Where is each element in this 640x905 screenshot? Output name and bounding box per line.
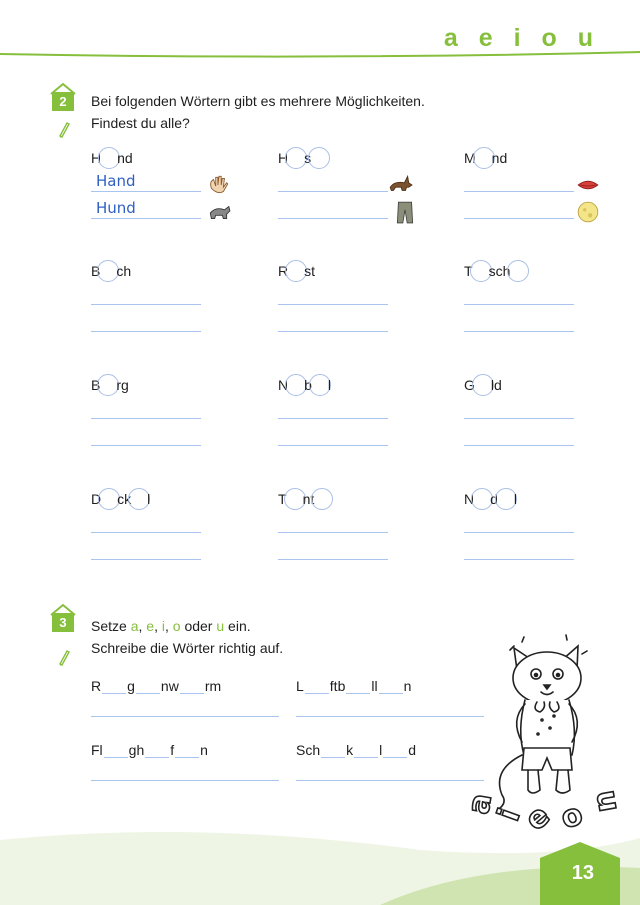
separator: ,: [164, 618, 173, 634]
answer-line[interactable]: [91, 716, 279, 717]
answer-line[interactable]: [91, 418, 201, 419]
word-fragment: k: [346, 742, 354, 758]
word-fragment: gh: [128, 742, 145, 758]
word-fragment: nt: [302, 491, 315, 507]
mascot-letter-i: i: [491, 804, 528, 826]
word-fragment: d: [490, 491, 498, 507]
dog-icon: [207, 200, 231, 224]
answer-line[interactable]: [464, 418, 574, 419]
vowel-gap[interactable]: [104, 743, 128, 758]
exercise-badge-3: [50, 603, 76, 633]
word-fragment: n: [200, 742, 208, 758]
answer-line[interactable]: [91, 191, 201, 192]
vowel-gap[interactable]: [145, 743, 169, 758]
answer-line[interactable]: [278, 559, 388, 560]
word-fragment: nw: [160, 678, 179, 694]
instruction-line: Findest du alle?: [91, 115, 190, 131]
gap-word: [296, 674, 411, 694]
word-fragment: rg: [116, 377, 129, 393]
word-fragment: sch: [488, 263, 511, 279]
word-fragment: T: [464, 263, 473, 279]
word-fragment: N: [464, 491, 475, 507]
answer-line[interactable]: [91, 445, 201, 446]
fill-word: [278, 258, 315, 284]
word-fragment: nd: [117, 150, 133, 166]
vowel-e: e: [146, 618, 155, 634]
answer-line[interactable]: [464, 559, 574, 560]
word-fragment: d: [408, 742, 417, 758]
exercise-number: 3: [59, 615, 67, 630]
answer-line[interactable]: [91, 218, 201, 219]
header-wave-line: [0, 0, 640, 70]
word-fragment: L: [296, 678, 304, 694]
page-title: a e i o u: [443, 24, 600, 52]
answer-line[interactable]: [91, 304, 201, 305]
mouth-icon: [576, 173, 600, 197]
hare-icon: [388, 173, 412, 197]
answer-line[interactable]: [278, 304, 388, 305]
gap-word: [296, 738, 416, 758]
answer-text: Hand: [96, 172, 136, 190]
answer-line[interactable]: [464, 532, 574, 533]
word-fragment: G: [464, 377, 475, 393]
separator: ,: [138, 618, 147, 634]
fill-word: [278, 145, 327, 171]
word-fragment: B: [91, 377, 101, 393]
vowel-gap[interactable]: [379, 679, 403, 694]
vowel-u: u: [216, 618, 225, 634]
fill-word: [464, 486, 517, 512]
answer-line[interactable]: [278, 532, 388, 533]
vowel-gap[interactable]: [136, 679, 160, 694]
fill-word: [278, 486, 330, 512]
answer-line[interactable]: [464, 191, 574, 192]
exercise2-instruction: [91, 90, 425, 134]
answer-line[interactable]: [296, 716, 484, 717]
answer-line[interactable]: [296, 780, 484, 781]
answer-line[interactable]: [278, 418, 388, 419]
moon-icon: [576, 200, 600, 224]
vowel-circle[interactable]: [308, 147, 330, 169]
fill-word: [91, 258, 131, 284]
exercise-number: 2: [59, 94, 67, 109]
vowel-gap[interactable]: [102, 679, 126, 694]
vowel-gap[interactable]: [383, 743, 407, 758]
instruction-line: [91, 615, 283, 637]
word-fragment: s: [304, 150, 312, 166]
word-fragment: st: [304, 263, 316, 279]
mascot-letter-a: a: [461, 790, 500, 817]
answer-line[interactable]: [464, 331, 574, 332]
answer-line[interactable]: [91, 559, 201, 560]
pencil-icon: [57, 120, 71, 138]
word-fragment: ll: [371, 678, 378, 694]
trousers-icon: [393, 200, 417, 224]
page-number: 13: [571, 862, 594, 884]
mascot-letter-o: o: [556, 796, 588, 837]
exercise-badge-2: [50, 82, 76, 112]
vowel-gap[interactable]: [305, 679, 329, 694]
hand-icon: [207, 173, 231, 197]
vowel-gap[interactable]: [175, 743, 199, 758]
fill-word: [91, 145, 133, 171]
vowel-circle[interactable]: [311, 488, 333, 510]
vowel-o: o: [172, 618, 181, 634]
word-fragment: b: [304, 377, 312, 393]
mascot-letter-e: e: [518, 798, 557, 838]
word-fragment: N: [278, 377, 289, 393]
answer-line[interactable]: [464, 218, 574, 219]
word-fragment: n: [403, 678, 412, 694]
exercise3-instruction: [91, 615, 283, 659]
answer-line[interactable]: [278, 218, 388, 219]
word-fragment: l: [327, 377, 332, 393]
word-fragment: rm: [204, 678, 222, 694]
cat-mascot-illustration: [461, 630, 627, 840]
instruction-text: Setze: [91, 618, 131, 634]
fill-word: [464, 258, 526, 284]
instruction-line: Bei folgenden Wörtern gibt es mehrere Möglichkeiten.: [91, 93, 425, 109]
word-fragment: H: [91, 150, 102, 166]
answer-line[interactable]: [464, 445, 574, 446]
vowel-gap[interactable]: [321, 743, 345, 758]
pencil-icon: [57, 648, 71, 666]
answer-line[interactable]: [278, 331, 388, 332]
instruction-text: oder: [180, 618, 217, 634]
word-fragment: Sch: [296, 742, 321, 758]
answer-line[interactable]: [91, 780, 279, 781]
word-fragment: M: [464, 150, 476, 166]
fill-word: [278, 372, 331, 398]
gap-word: [91, 738, 208, 758]
word-fragment: l: [379, 742, 383, 758]
word-fragment: R: [91, 678, 102, 694]
fill-word: [91, 486, 150, 512]
answer-line[interactable]: [278, 191, 388, 192]
vowel-gap[interactable]: [180, 679, 204, 694]
word-fragment: f: [170, 742, 175, 758]
footer-hills: [0, 820, 640, 905]
answer-line[interactable]: [91, 331, 201, 332]
vowel-gap[interactable]: [346, 679, 370, 694]
answer-line[interactable]: [464, 304, 574, 305]
separator: ,: [154, 618, 162, 634]
word-fragment: l: [513, 491, 518, 507]
word-fragment: H: [278, 150, 289, 166]
word-fragment: l: [147, 491, 151, 507]
word-fragment: ck: [117, 491, 132, 507]
word-fragment: Fl: [91, 742, 103, 758]
vowel-circle[interactable]: [507, 260, 529, 282]
word-fragment: g: [127, 678, 135, 694]
gap-word: [91, 674, 221, 694]
fill-word: [464, 145, 507, 171]
answer-text: Hund: [96, 199, 136, 217]
word-fragment: R: [278, 263, 289, 279]
vowel-i: i: [161, 618, 165, 634]
word-fragment: D: [91, 491, 102, 507]
vowel-gap[interactable]: [354, 743, 378, 758]
word-fragment: ftb: [329, 678, 346, 694]
answer-line[interactable]: [91, 532, 201, 533]
word-fragment: ld: [490, 377, 502, 393]
instruction-text: ein.: [224, 618, 251, 634]
fill-word: [464, 372, 502, 398]
fill-word: [91, 372, 129, 398]
answer-line[interactable]: [278, 445, 388, 446]
mascot-letter-u: u: [588, 787, 627, 815]
vowel-a: a: [130, 618, 139, 634]
word-fragment: ch: [116, 263, 132, 279]
word-fragment: T: [278, 491, 287, 507]
word-fragment: B: [91, 263, 101, 279]
word-fragment: nd: [491, 150, 508, 166]
instruction-line: Schreibe die Wörter richtig auf.: [91, 640, 284, 656]
